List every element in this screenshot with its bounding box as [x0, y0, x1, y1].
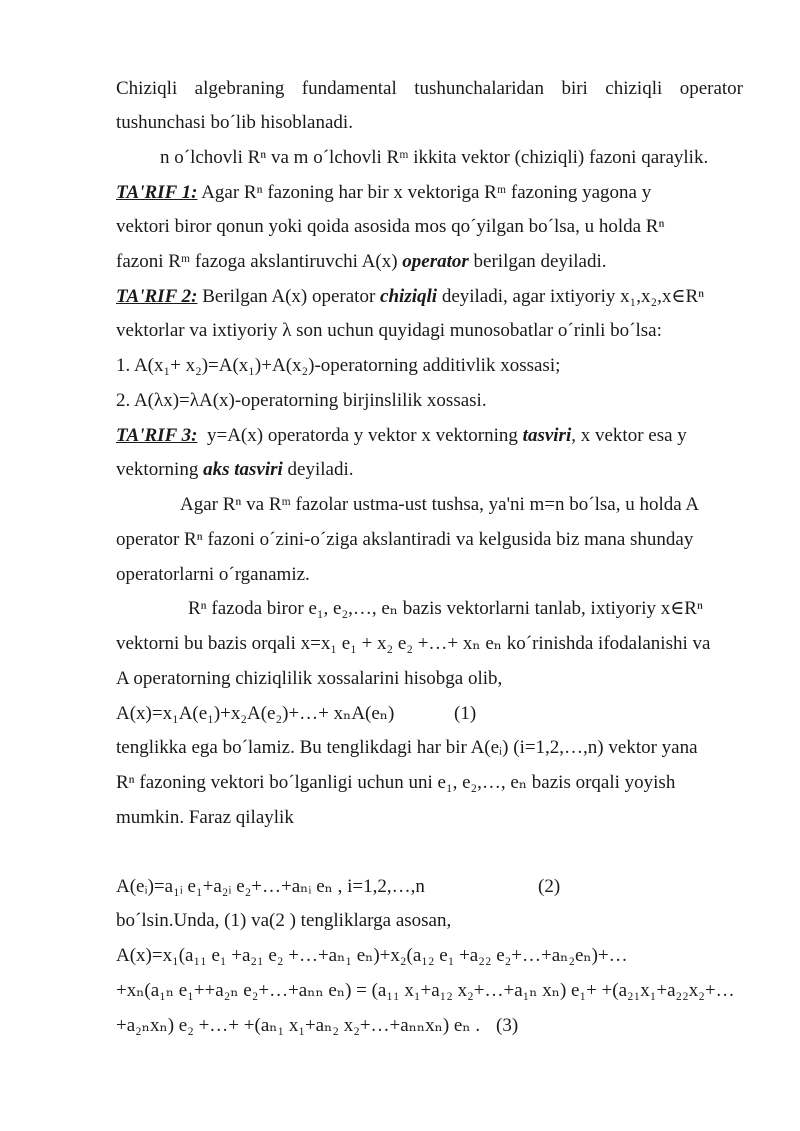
paragraph-2: n o´lchovli Rⁿ va m o´lchovli Rᵐ ikkita vektor (chiziqli) fazoni qaraylik.	[160, 147, 709, 168]
equation-1	[116, 697, 743, 731]
definition-1-line-1	[116, 176, 743, 210]
list-item-2: 2. A(λx)=λA(x)-operatorning birjinslilik xossasi.	[116, 390, 487, 411]
list-item-1: 1. A(x₁+ x₂)=A(x₁)+A(x₂)-operatorning additivlik xossasi;	[116, 355, 561, 376]
definition-2-line-2: vektorlar va ixtiyoriy λ son uchun quyidagi munosobatlar o´rinli bo´lsa:	[116, 320, 662, 341]
definition-3-line-2: vektorning aks tasviri deyiladi.	[116, 459, 354, 480]
definition-1-text-1: Agar Rⁿ fazoning har bir x vektoriga Rᵐ fazoning yagona y	[201, 182, 652, 203]
definition-3-text-1: y=A(x) operatorda y vektor x vektorning tasviri, x vektor esa y	[206, 425, 687, 446]
paragraph-3-line-1: Agar Rⁿ va Rᵐ fazolar ustma-ust tushsa, ya'ni m=n bo´lsa, u holda A	[180, 494, 700, 515]
paragraph-5-line-3: mumkin. Faraz qilaylik	[116, 807, 294, 828]
definition-2-line-1	[116, 280, 743, 314]
definition-2-label: TA'RIF 2:	[116, 286, 198, 307]
paragraph-3-line-3: operatorlarni o´rganamiz.	[116, 564, 310, 585]
equation-3-body: +a₂ₙxₙ) e₂ +…+ +(aₙ₁ x₁+aₙ₂ x₂+…+aₙₙxₙ) eₙ .	[116, 1015, 481, 1036]
paragraph-3-line-2: operator Rⁿ fazoni o´zini-o´ziga akslantiradi va kelgusida biz mana shunday	[116, 529, 694, 550]
equation-2-body: A(eᵢ)=a₁ᵢ e₁+a₂ᵢ e₂+…+aₙᵢ eₙ , i=1,2,…,n	[116, 876, 425, 897]
paragraph-4-line-2: vektorni bu bazis orqali x=x₁ e₁ + x₂ e₂ +…+ xₙ eₙ ko´rinishda ifodalanishi va	[116, 633, 711, 654]
equation-3-line-3	[116, 1009, 743, 1043]
paragraph-5-line-1: tenglikka ega bo´lamiz. Bu tenglikdagi har bir A(eᵢ) (i=1,2,…,n) vektor yana	[116, 737, 698, 758]
paragraph-4-line-3: A operatorning chiziqlilik xossalarini hisobga olib,	[116, 668, 503, 689]
definition-3-line-1	[116, 419, 743, 453]
definition-3-label: TA'RIF 3:	[116, 425, 198, 446]
equation-2-number: (2)	[538, 876, 561, 897]
paragraph-4-line-1: Rⁿ fazoda biror e₁, e₂,…, eₙ bazis vektorlarni tanlab, ixtiyoriy x∈Rⁿ	[188, 598, 703, 619]
paragraph-1-line-1: Chiziqli algebraning fundamental tushunchalaridan biri chiziqli operator	[116, 78, 743, 99]
definition-1-line-3: fazoni Rᵐ fazoga akslantiruvchi A(x) operator berilgan deyiladi.	[116, 251, 607, 272]
definition-1-line-2: vektori biror qonun yoki qoida asosida mos qo´yilgan bo´lsa, u holda Rⁿ	[116, 216, 665, 237]
equation-3-line-2: +xₙ(a₁ₙ e₁++a₂ₙ e₂+…+aₙₙ eₙ) = (a₁₁ x₁+a₁₂ x₂+…+a₁ₙ xₙ) e₁+ +(a₂₁x₁+a₂₂x₂+…	[116, 980, 735, 1001]
equation-3-line-1: A(x)=x₁(a₁₁ e₁ +a₂₁ e₂ +…+aₙ₁ eₙ)+x₂(a₁₂ e₁ +a₂₂ e₂+…+aₙ₂eₙ)+…	[116, 945, 628, 966]
equation-1-number: (1)	[454, 703, 477, 724]
paragraph-5-line-2: Rⁿ fazoning vektori bo´lganligi uchun uni e₁, e₂,…, eₙ bazis orqali yoyish	[116, 772, 676, 793]
equation-2	[116, 870, 743, 904]
equation-3-number: (3)	[496, 1015, 519, 1036]
paragraph-6: bo´lsin.Unda, (1) va(2 ) tengliklarga asosan,	[116, 910, 452, 931]
equation-1-body: A(x)=x₁A(e₁)+x₂A(e₂)+…+ xₙA(eₙ)	[116, 703, 395, 724]
definition-1-label: TA'RIF 1:	[116, 182, 198, 203]
definition-2-text-1: Berilgan A(x) operator chiziqli deyiladi, agar ixtiyoriy x₁,x₂,x∈Rⁿ	[202, 286, 705, 307]
paragraph-1-line-2: tushunchasi bo´lib hisoblanadi.	[116, 112, 353, 133]
